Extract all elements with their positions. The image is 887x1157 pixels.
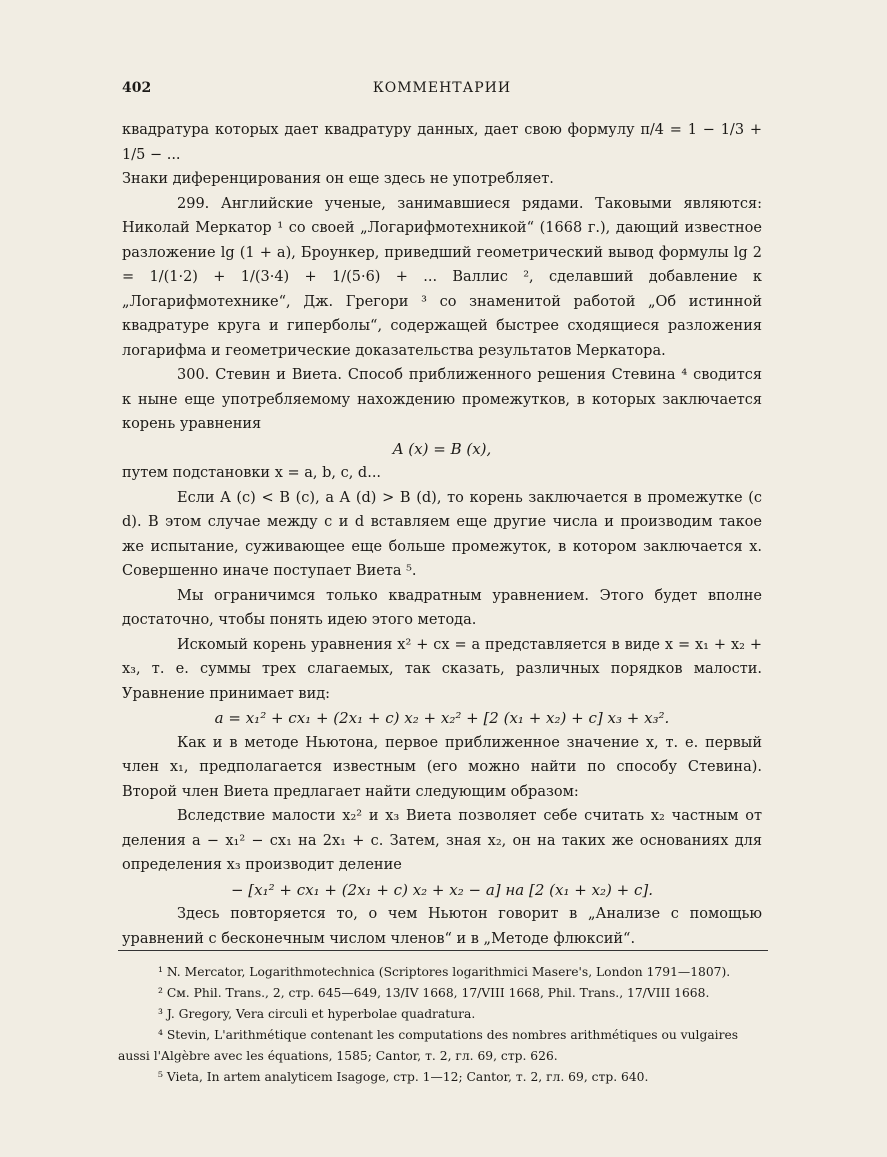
paragraph: путем подстановки x = a, b, c, d... — [122, 465, 382, 481]
footnote: ² См. Phil. Trans., 2, стр. 645—649, 13/IV 1668, 17/VIII 1668, Phil. Trans., 17/VIII 1668. — [158, 986, 710, 1000]
main-text — [122, 118, 762, 951]
paragraph: Знаки диференцирования он еще здесь не употребляет. — [122, 171, 554, 187]
paragraph: Вследствие малости x₂² и x₃ Виета позволяет себе считать x₂ частным от деления a − x₁² − cx₁ на 2x₁ + c. Затем, зная x₂, он на таких же основаниях для определения x₃ производит деление — [122, 808, 762, 873]
running-header — [122, 80, 762, 100]
footnote: ⁵ Vieta, In artem analyticem Isagoge, стр. 1—12; Cantor, т. 2, гл. 69, стр. 640. — [158, 1070, 649, 1084]
running-title: КОММЕНТАРИИ — [372, 80, 512, 96]
section-299: 299. Английские ученые, занимавшиеся рядами. Таковыми являются: Николай Меркатор ¹ со своей „Логарифмотехникой“ (1668 г.), дающий известное разложение lg (1 + a), Броункер, приведший геометрический вывод формулы lg 2 = 1/(1·2) + 1/(3·4) + 1/(5·6) + ... Валлис ², сделавший добавление к „Логарифмотехнике“, Дж. Грегори ³ со знаменитой работой „Об истинной квадратуре круга и гиперболы“, содержащей быстрее сходящиеся разложения логарифма и геометрические доказательства результатов Меркатора. — [122, 195, 762, 359]
equation: a = x₁² + cx₁ + (2x₁ + c) x₂ + x₂² + [2 (x₁ + x₂) + c] x₃ + x₃². — [214, 709, 670, 727]
footnote-divider — [118, 950, 768, 951]
paragraph: Искомый корень уравнения x² + cx = a представляется в виде x = x₁ + x₂ + x₃, т. е. суммы трех слагаемых, так сказать, различных порядков малости. Уравнение принимает вид: — [122, 636, 762, 702]
footnote: ¹ N. Mercator, Logarithmotechnica (Scriptores logarithmici Masere's, London 1791—1807). — [158, 965, 731, 979]
footnote: ³ J. Gregory, Vera circuli et hyperbolae quadratura. — [158, 1007, 476, 1021]
section-300: 300. Стевин и Виета. Способ приближенного решения Стевина ⁴ сводится к ныне еще употребляемому нахождению промежутков, в которых заключается корень уравнения — [122, 367, 762, 432]
footnotes — [118, 962, 768, 1088]
paragraph: Мы ограничимся только квадратным уравнением. Этого будет вполне достаточно, чтобы понять идею этого метода. — [122, 587, 762, 628]
paragraph: квадратура которых дает квадратуру данных, дает свою формулу π/4 = 1 − 1/3 + 1/5 − ... — [122, 122, 762, 163]
paragraph: Если A (c) < B (c), а A (d) > B (d), то корень заключается в промежутке (c d). В этом случае между c и d вставляем еще другие числа и производим такое же испытание, суживающее еще больше промежуток, в котором заключается x. Совершенно иначе поступает Виета ⁵. — [122, 489, 762, 579]
equation: − [x₁² + cx₁ + (2x₁ + c) x₂ + x₂ − a] на [2 (x₁ + x₂) + c]. — [230, 880, 654, 899]
paragraph: Здесь повторяется то, о чем Ньютон говорит в „Анализе с помощью уравнений с бесконечным числом членов“ и в „Методе флюксий“. — [122, 906, 762, 947]
paragraph: Как и в методе Ньютона, первое приближенное значение x, т. е. первый член x₁, предполагается известным (его можно найти по способу Стевина). Второй член Виета предлагает найти следующим образом: — [122, 734, 762, 800]
equation: A (x) = B (x), — [392, 439, 492, 458]
footnote: ⁴ Stevin, L'arithmétique contenant les computations des nombres arithmétiques ou vulgaires aussi l'Algèbre avec les équations, 1585; Cantor, т. 2, гл. 69, стр. 626. — [118, 1028, 739, 1063]
page-number: 402 — [122, 80, 152, 96]
